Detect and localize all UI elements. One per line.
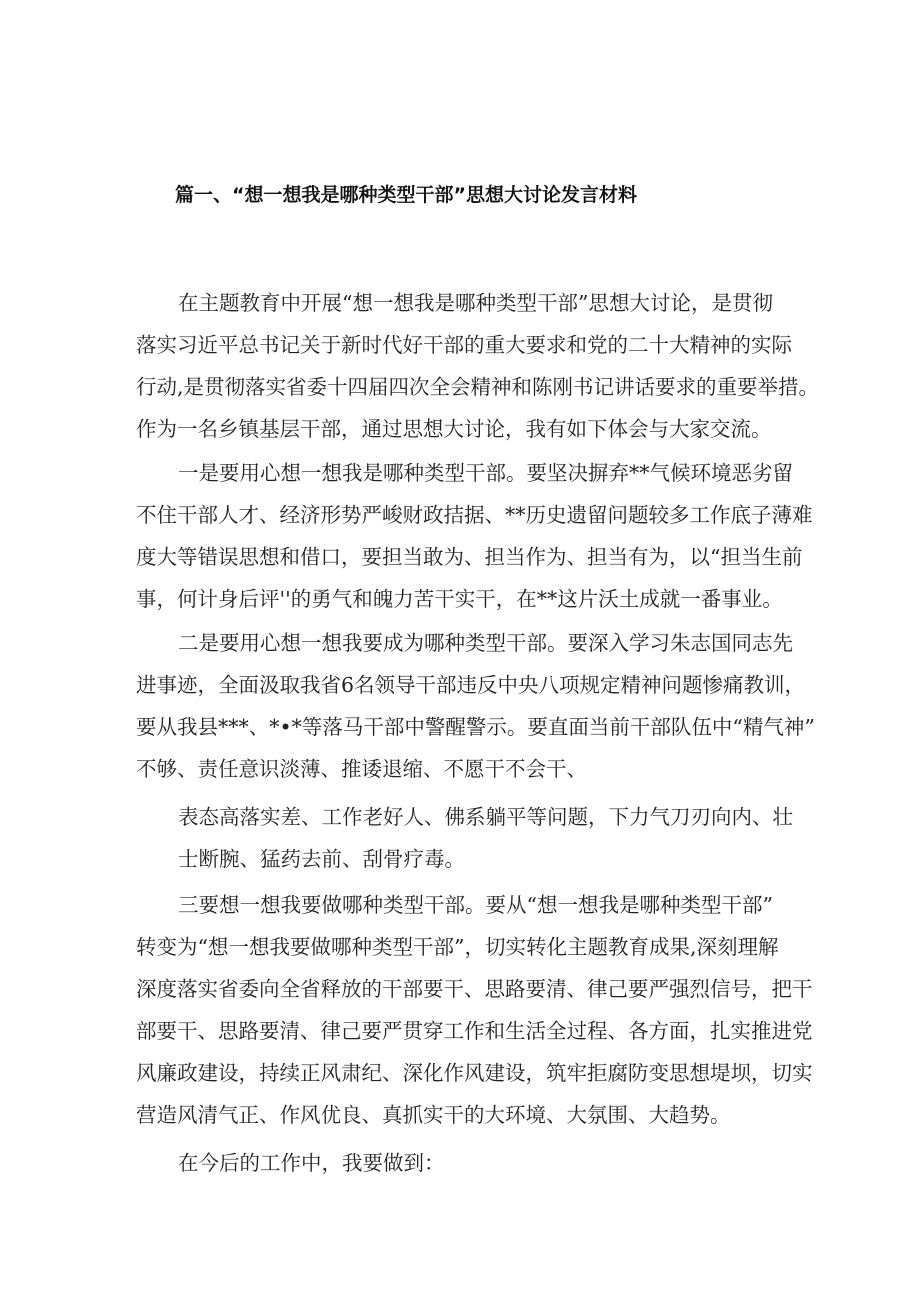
paragraph-line: 营造风清气正、作风优良、真抓实干的大环境、大氛围、大趋势。: [136, 1103, 731, 1127]
paragraph-line: 在主题教育中开展“想一想我是哪种类型干部”思想大讨论，是贯彻: [178, 291, 773, 315]
paragraph-line: 深度落实省委向全省释放的干部要干、思路要清、律己要严强烈信号，把干: [136, 977, 813, 1001]
paragraph-line: 转变为“想一想我要做哪种类型干部”，切实转化主题教育成果,深刻理解: [136, 935, 779, 959]
paragraph-line: 不够、责任意识淡薄、推诿退缩、不愿干不会干、: [136, 757, 587, 781]
paragraph-line: 进事迹，全面汲取我省6名领导干部违反中央八项规定精神问题惨痛教训，: [136, 673, 806, 697]
paragraph-line: 表态高落实差、工作老好人、佛系躺平等问题，下力气刀刃向内、壮: [178, 805, 793, 829]
paragraph-line: 一是要用心想一想我是哪种类型干部。要坚决摒弃**气候环境恶劣留: [178, 461, 793, 485]
paragraph-line: 三要想一想我要做哪种类型干部。要从“想一想我是哪种类型干部”: [178, 893, 773, 917]
paragraph-line: 二是要用心想一想我要成为哪种类型干部。要深入学习朱志国同志先: [178, 631, 793, 655]
paragraph-line: 部要干、思路要清、律己要严贯穿工作和生活全过程、各方面，扎实推进党: [136, 1019, 813, 1043]
paragraph-line: 要从我县***、*•*等落马干部中警醒警示。要直面当前干部队伍中“精气神”: [136, 715, 815, 739]
paragraph-line: 落实习近平总书记关于新时代好干部的重大要求和党的二十大精神的实际: [136, 333, 792, 357]
document-title: 篇一、“想一想我是哪种类型干部”思想大讨论发言材料: [175, 184, 637, 206]
paragraph-line: 事，何计身后评''的勇气和魄力苦干实干，在**这片沃土成就一番事业。: [136, 587, 783, 611]
paragraph-line: 士断腕、猛药去前、刮骨疗毒。: [178, 847, 465, 871]
paragraph-line: 在今后的工作中，我要做到：: [178, 1151, 445, 1175]
paragraph-line: 度大等错误思想和借口，要担当敢为、担当作为、担当有为，以“担当生前: [136, 545, 803, 569]
paragraph-line: 不住干部人才、经济形势严峻财政拮据、**历史遗留问题较多工作底子薄难: [136, 503, 813, 527]
paragraph-line: 作为一名乡镇基层干部，通过思想大讨论，我有如下体会与大家交流。: [136, 417, 772, 441]
paragraph-line: 风廉政建设，持续正风肃纪、深化作风建设，筑牢拒腐防变思想堤坝，切实: [136, 1061, 813, 1085]
paragraph-line: 行动,是贯彻落实省委十四届四次全会精神和陈刚书记讲话要求的重要举措。: [136, 375, 820, 399]
